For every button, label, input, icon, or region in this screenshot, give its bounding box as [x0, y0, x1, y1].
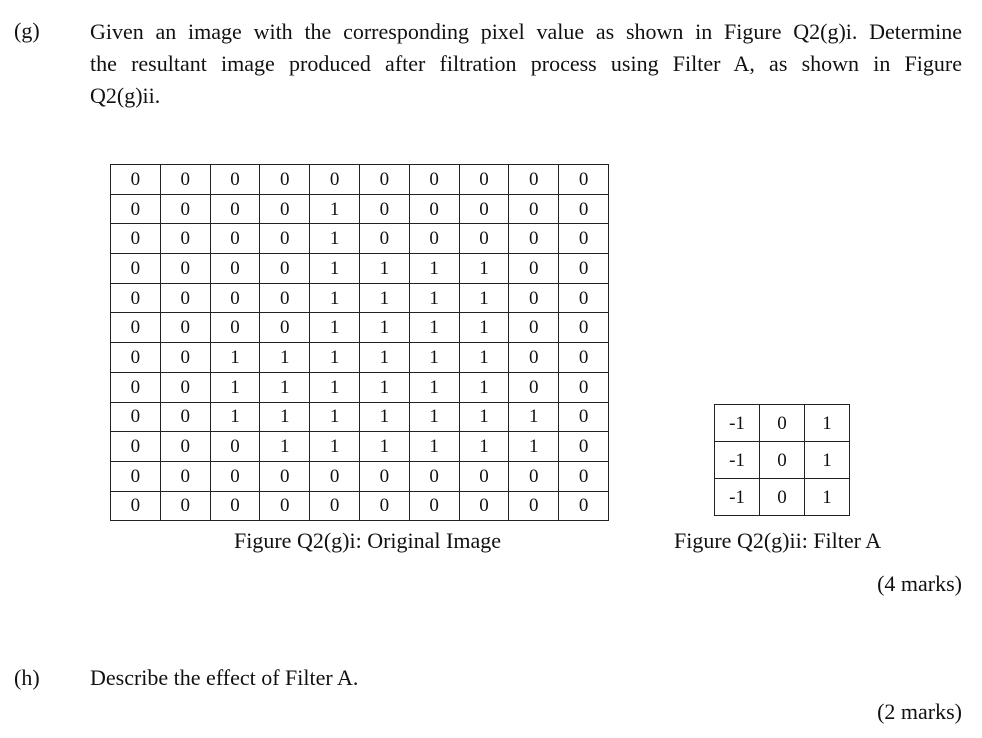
pixel-cell: 0	[160, 491, 210, 521]
pixel-cell: 0	[409, 165, 459, 195]
pixel-cell: 1	[260, 372, 310, 402]
pixel-cell: 0	[509, 313, 559, 343]
pixel-cell: 0	[409, 194, 459, 224]
pixel-cell: 1	[310, 402, 360, 432]
pixel-cell: 0	[359, 165, 409, 195]
filter-cell: 1	[805, 405, 850, 442]
pixel-cell: 0	[509, 491, 559, 521]
pixel-cell: 0	[459, 491, 509, 521]
pixel-cell: 0	[310, 491, 360, 521]
pixel-cell: 0	[210, 491, 260, 521]
filter-cell: 1	[805, 479, 850, 516]
pixel-cell: 0	[160, 165, 210, 195]
pixel-cell: 1	[210, 343, 260, 373]
original-image-caption: Figure Q2(g)i: Original Image	[234, 528, 501, 553]
filter-a-table	[714, 404, 850, 516]
pixel-cell: 0	[509, 254, 559, 284]
pixel-cell: 0	[559, 313, 609, 343]
filter-row	[715, 405, 850, 442]
pixel-cell: 0	[559, 254, 609, 284]
question-g-line-1: Given an image with the corresponding pixel value as shown in Figure Q2(g)i. Determine	[90, 19, 962, 44]
pixel-cell: 1	[310, 372, 360, 402]
question-h-text: Describe the effect of Filter A.	[90, 665, 359, 690]
pixel-cell: 1	[210, 372, 260, 402]
pixel-row	[111, 254, 609, 284]
pixel-cell: 0	[111, 254, 161, 284]
pixel-cell: 0	[210, 254, 260, 284]
pixel-cell: 0	[160, 283, 210, 313]
pixel-cell: 1	[310, 313, 360, 343]
pixel-cell: 1	[459, 254, 509, 284]
pixel-cell: 1	[409, 402, 459, 432]
pixel-cell: 0	[111, 461, 161, 491]
filter-cell: 0	[760, 405, 805, 442]
pixel-cell: 1	[310, 224, 360, 254]
filter-a-caption: Figure Q2(g)ii: Filter A	[674, 528, 882, 553]
original-image-table	[110, 164, 609, 521]
pixel-cell: 0	[210, 432, 260, 462]
pixel-cell: 0	[359, 194, 409, 224]
pixel-cell: 0	[509, 372, 559, 402]
pixel-cell: 1	[359, 343, 409, 373]
pixel-cell: 0	[260, 254, 310, 284]
pixel-cell: 0	[260, 165, 310, 195]
pixel-row	[111, 343, 609, 373]
pixel-cell: 1	[359, 254, 409, 284]
pixel-cell: 0	[409, 491, 459, 521]
pixel-cell: 1	[459, 343, 509, 373]
pixel-cell: 1	[409, 313, 459, 343]
pixel-cell: 0	[210, 224, 260, 254]
question-g-text	[90, 16, 962, 112]
pixel-cell: 0	[559, 402, 609, 432]
pixel-cell: 1	[260, 432, 310, 462]
pixel-cell: 0	[359, 224, 409, 254]
filter-cell: -1	[715, 442, 760, 479]
pixel-cell: 0	[160, 461, 210, 491]
pixel-cell: 0	[559, 491, 609, 521]
pixel-cell: 0	[509, 194, 559, 224]
question-g-label: (g)	[14, 18, 40, 43]
pixel-cell: 0	[210, 283, 260, 313]
pixel-cell: 0	[160, 254, 210, 284]
pixel-cell: 0	[160, 224, 210, 254]
pixel-cell: 0	[210, 194, 260, 224]
pixel-cell: 0	[260, 461, 310, 491]
pixel-cell: 0	[160, 194, 210, 224]
pixel-cell: 0	[459, 461, 509, 491]
pixel-row	[111, 372, 609, 402]
question-g-marks: (4 marks)	[877, 571, 962, 596]
pixel-cell: 1	[359, 313, 409, 343]
pixel-cell: 0	[160, 372, 210, 402]
pixel-cell: 0	[459, 194, 509, 224]
filter-cell: 0	[760, 442, 805, 479]
pixel-cell: 0	[459, 224, 509, 254]
pixel-cell: 1	[509, 432, 559, 462]
pixel-cell: 1	[459, 313, 509, 343]
pixel-cell: 0	[509, 224, 559, 254]
pixel-cell: 0	[111, 224, 161, 254]
pixel-cell: 0	[210, 165, 260, 195]
pixel-cell: 0	[260, 194, 310, 224]
pixel-cell: 0	[359, 461, 409, 491]
pixel-cell: 0	[409, 224, 459, 254]
pixel-cell: 1	[409, 254, 459, 284]
pixel-row	[111, 402, 609, 432]
pixel-cell: 1	[310, 432, 360, 462]
pixel-cell: 1	[260, 402, 310, 432]
pixel-cell: 0	[509, 461, 559, 491]
pixel-row	[111, 313, 609, 343]
pixel-row	[111, 283, 609, 313]
filter-cell: 0	[760, 479, 805, 516]
pixel-cell: 0	[559, 224, 609, 254]
pixel-cell: 0	[359, 491, 409, 521]
pixel-row	[111, 461, 609, 491]
pixel-cell: 1	[359, 402, 409, 432]
pixel-cell: 1	[509, 402, 559, 432]
pixel-cell: 0	[509, 343, 559, 373]
filter-cell: 1	[805, 442, 850, 479]
pixel-cell: 1	[409, 343, 459, 373]
pixel-cell: 0	[509, 165, 559, 195]
pixel-cell: 0	[559, 165, 609, 195]
pixel-cell: 0	[310, 165, 360, 195]
pixel-cell: 0	[459, 165, 509, 195]
pixel-cell: 0	[509, 283, 559, 313]
pixel-cell: 0	[260, 224, 310, 254]
pixel-cell: 1	[359, 372, 409, 402]
pixel-cell: 1	[459, 402, 509, 432]
pixel-row	[111, 491, 609, 521]
pixel-cell: 0	[210, 461, 260, 491]
filter-cell: -1	[715, 479, 760, 516]
pixel-cell: 0	[111, 372, 161, 402]
pixel-cell: 0	[160, 343, 210, 373]
pixel-cell: 0	[310, 461, 360, 491]
pixel-cell: 0	[111, 313, 161, 343]
pixel-cell: 0	[260, 491, 310, 521]
pixel-cell: 0	[559, 343, 609, 373]
pixel-cell: 1	[310, 343, 360, 373]
pixel-cell: 1	[409, 283, 459, 313]
pixel-cell: 1	[409, 432, 459, 462]
pixel-cell: 0	[559, 432, 609, 462]
pixel-cell: 0	[160, 313, 210, 343]
pixel-cell: 1	[359, 283, 409, 313]
pixel-cell: 1	[459, 283, 509, 313]
question-g-line-2: the resultant image produced after filtration process using Filter A, as shown in Figure	[90, 51, 962, 76]
filter-row	[715, 479, 850, 516]
pixel-cell: 1	[210, 402, 260, 432]
pixel-cell: 1	[310, 254, 360, 284]
pixel-cell: 0	[559, 372, 609, 402]
pixel-cell: 0	[559, 283, 609, 313]
pixel-row	[111, 432, 609, 462]
filter-row	[715, 442, 850, 479]
pixel-cell: 0	[111, 402, 161, 432]
question-g-line-3: Q2(g)ii.	[90, 83, 161, 108]
pixel-cell: 1	[409, 372, 459, 402]
pixel-row	[111, 194, 609, 224]
pixel-cell: 0	[111, 432, 161, 462]
pixel-cell: 1	[459, 372, 509, 402]
pixel-cell: 1	[359, 432, 409, 462]
pixel-cell: 1	[459, 432, 509, 462]
pixel-cell: 0	[111, 283, 161, 313]
question-h-marks: (2 marks)	[877, 699, 962, 724]
pixel-cell: 1	[310, 283, 360, 313]
pixel-cell: 1	[310, 194, 360, 224]
pixel-cell: 0	[559, 194, 609, 224]
pixel-cell: 0	[260, 283, 310, 313]
pixel-cell: 0	[260, 313, 310, 343]
pixel-cell: 0	[111, 343, 161, 373]
pixel-cell: 0	[160, 432, 210, 462]
pixel-cell: 0	[111, 165, 161, 195]
pixel-cell: 0	[210, 313, 260, 343]
pixel-cell: 0	[559, 461, 609, 491]
pixel-cell: 0	[111, 491, 161, 521]
pixel-cell: 0	[409, 461, 459, 491]
filter-cell: -1	[715, 405, 760, 442]
pixel-cell: 0	[160, 402, 210, 432]
pixel-row	[111, 224, 609, 254]
pixel-cell: 1	[260, 343, 310, 373]
pixel-row	[111, 165, 609, 195]
pixel-cell: 0	[111, 194, 161, 224]
question-h-label: (h)	[14, 665, 40, 690]
